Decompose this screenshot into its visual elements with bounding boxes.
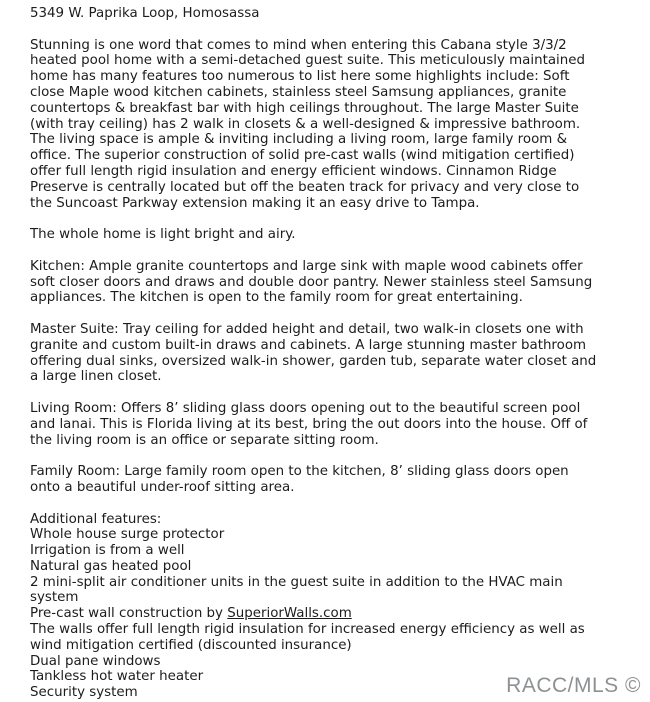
text-line: Tankless hot water heater	[30, 669, 204, 685]
paragraph-living-room	[30, 401, 632, 448]
text-line: Natural gas heated pool	[30, 558, 192, 574]
text-line: The whole home is light bright and airy.	[30, 227, 296, 243]
additional-features-section	[30, 512, 632, 702]
precast-wall-line	[30, 606, 632, 622]
text-line: Preserve is centrally located but off the beaten track for privacy and very close to	[30, 179, 580, 195]
text-line: a large linen closet.	[30, 369, 162, 385]
text-line: the Suncoast Parkway extension making it an easy drive to Tampa.	[30, 195, 480, 211]
additional-features-list-top	[30, 527, 632, 606]
text-line: Living Room: Offers 8’ sliding glass doors opening out to the beautiful screen pool	[30, 400, 581, 416]
text-line: office. The superior construction of solid pre-cast walls (wind mitigation certified)	[30, 148, 575, 164]
text-line: The living space is ample & inviting including a living room, large family room &	[30, 132, 568, 148]
text-line: appliances. The kitchen is open to the family room for great entertaining.	[30, 290, 523, 306]
text-line: close Maple wood kitchen cabinets, stainless steel Samsung appliances, granite	[30, 84, 567, 100]
text-line: home has many features too numerous to list here some highlights include: Soft	[30, 69, 570, 85]
paragraph-master-suite	[30, 322, 632, 385]
text-line: Master Suite: Tray ceiling for added height and detail, two walk-in closets one with	[30, 321, 584, 337]
text-line: offer full length rigid insulation and energy efficient windows. Cinnamon Ridge	[30, 163, 557, 179]
text-line: 2 mini-split air conditioner units in the guest suite in addition to the HVAC main	[30, 574, 563, 590]
page-title: 5349 W. Paprika Loop, Homosassa	[30, 6, 260, 21]
additional-features-heading: Additional features:	[30, 511, 162, 527]
text-line: wind mitigation certified (discounted insurance)	[30, 637, 352, 653]
text-line: system	[30, 590, 79, 606]
text-line: Irrigation is from a well	[30, 543, 185, 559]
text-line: soft closer doors and draws and double door pantry. Newer stainless steel Samsung	[30, 274, 593, 290]
text-line: Kitchen: Ample granite countertops and large sink with maple wood cabinets offer	[30, 258, 583, 274]
mls-watermark: RACC/MLS ©	[506, 674, 641, 697]
text-line: and lanai. This is Florida living at its best, bring the out doors into the house. Off of	[30, 416, 588, 432]
text-line: heated pool home with a semi-detached guest suite. This meticulously maintained	[30, 53, 585, 69]
text-line: offering dual sinks, oversized walk-in shower, garden tub, separate water closet and	[30, 353, 597, 369]
text-line: Whole house surge protector	[30, 527, 225, 543]
text-line: countertops & breakfast bar with high ceilings throughout. The large Master Suite	[30, 100, 579, 116]
text-line: onto a beautiful under-roof sitting area.	[30, 479, 295, 495]
superiorwalls-link[interactable]: SuperiorWalls.com	[227, 606, 352, 622]
text-line: Dual pane windows	[30, 653, 161, 669]
text-line: Family Room: Large family room open to the kitchen, 8’ sliding glass doors open	[30, 464, 569, 480]
paragraph-kitchen	[30, 259, 632, 306]
text-line: (with tray ceiling) has 2 walk in closets & a well-designed & impressive bathroom.	[30, 116, 581, 132]
paragraph-family-room	[30, 464, 632, 496]
paragraph-light-airy	[30, 227, 632, 243]
text-line: Stunning is one word that comes to mind when entering this Cabana style 3/3/2	[30, 37, 567, 53]
paragraph-overview	[30, 38, 632, 212]
precast-wall-prefix: Pre-cast wall construction by	[30, 606, 228, 622]
text-line: The walls offer full length rigid insulation for increased energy efficiency as well as	[30, 622, 585, 638]
text-line: the living room is an office or separate sitting room.	[30, 432, 379, 448]
text-line: Security system	[30, 685, 138, 701]
text-line: granite and custom built-in draws and cabinets. A large stunning master bathroom	[30, 337, 587, 353]
